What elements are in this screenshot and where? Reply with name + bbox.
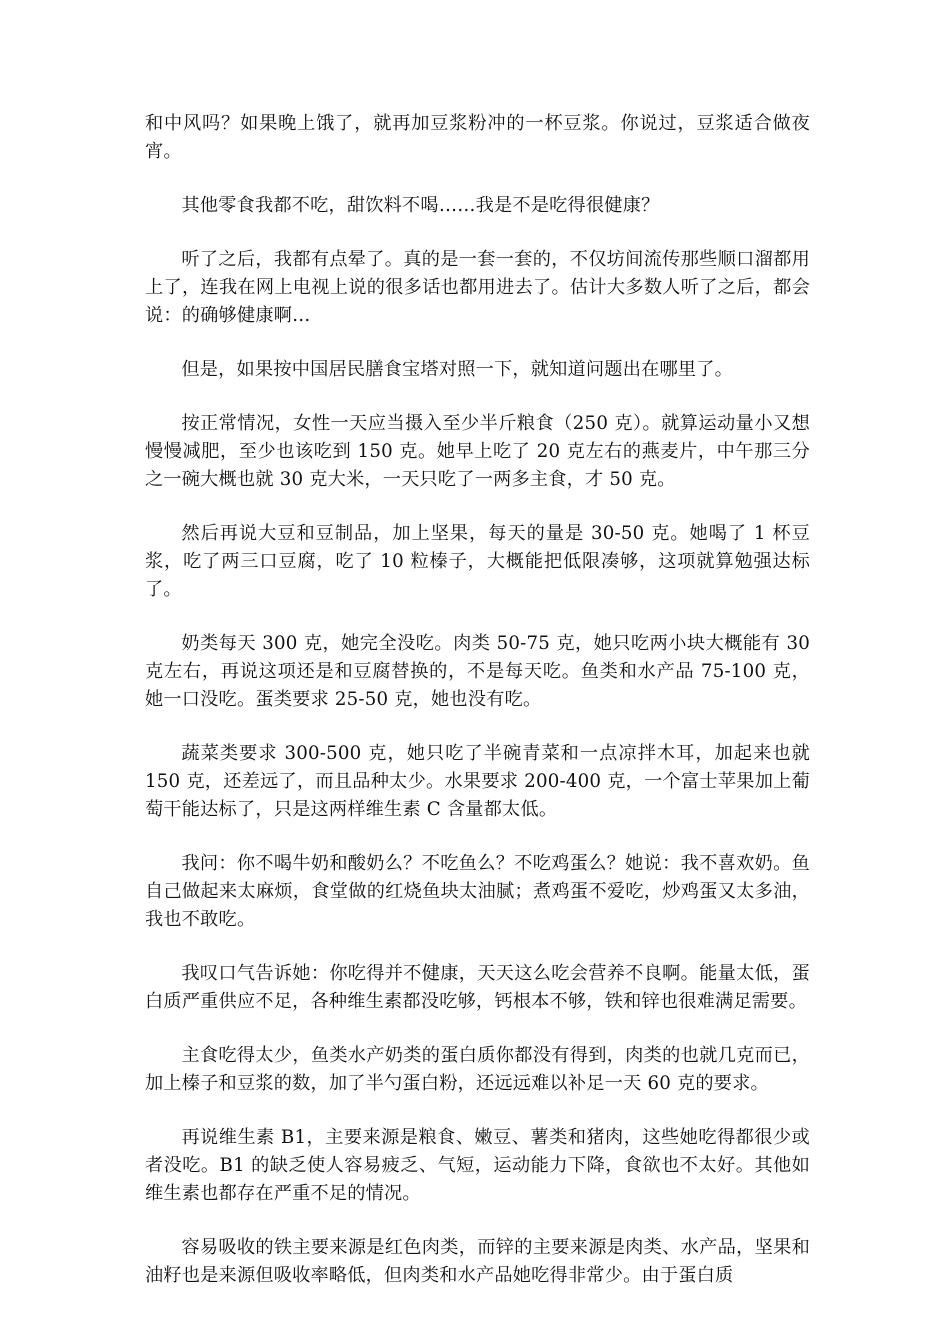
paragraph-3: 听了之后，我都有点晕了。真的是一套一套的，不仅坊间流传那些顺口溜都用上了，连我在网上电视上说的很多话也都用进去了。估计大多数人听了之后，都会说：的确够健康啊… <box>145 249 810 326</box>
paragraph-10: 我叹口气告诉她：你吃得并不健康，天天这么吃会营养不良啊。能量太低，蛋白质严重供应不足，各种维生素都没吃够，钙根本不够，铁和锌也很难满足需要。 <box>145 963 810 1012</box>
paragraph-11: 主食吃得太少，鱼类水产奶类的蛋白质你都没有得到，肉类的也就几克而已，加上榛子和豆浆的数，加了半勺蛋白粉，还远远难以补足一天 60 克的要求。 <box>145 1045 810 1094</box>
paragraph-8: 蔬菜类要求 300-500 克，她只吃了半碗青菜和一点凉拌木耳，加起来也就 150 克，还差远了，而且品种太少。水果要求 200-400 克，一个富士苹果加上葡萄干能达标了，只是这两样维生素 C 含量都太低。 <box>145 743 810 820</box>
paragraph-12: 再说维生素 B1，主要来源是粮食、嫩豆、薯类和猪肉，这些她吃得都很少或者没吃。B1 的缺乏使人容易疲乏、气短，运动能力下降，食欲也不太好。其他如维生素也都存在严重不足的情况。 <box>145 1127 810 1204</box>
paragraph-1: 和中风吗？如果晚上饿了，就再加豆浆粉冲的一杯豆浆。你说过，豆浆适合做夜宵。 <box>145 113 810 162</box>
paragraph-4: 但是，如果按中国居民膳食宝塔对照一下，就知道问题出在哪里了。 <box>181 359 734 380</box>
paragraph-6: 然后再说大豆和豆制品，加上坚果，每天的量是 30-50 克。她喝了 1 杯豆浆，吃了两三口豆腐，吃了 10 粒榛子，大概能把低限凑够，这项就算勉强达标了。 <box>145 523 810 600</box>
paragraph-13: 容易吸收的铁主要来源是红色肉类，而锌的主要来源是肉类、水产品，坚果和油籽也是来源但吸收率略低，但肉类和水产品她吃得非常少。由于蛋白质 <box>145 1237 810 1286</box>
paragraph-5: 按正常情况，女性一天应当摄入至少半斤粮食（250 克）。就算运动量小又想慢慢减肥，至少也该吃到 150 克。她早上吃了 20 克左右的燕麦片，中午那三分之一碗大概也就 30 克大米，一天只吃了一两多主食，才 50 克。 <box>145 413 810 490</box>
document-body <box>145 110 810 1316</box>
paragraph-2: 其他零食我都不吃，甜饮料不喝……我是不是吃得很健康？ <box>181 195 660 216</box>
paragraph-9: 我问：你不喝牛奶和酸奶么？不吃鱼么？不吃鸡蛋么？她说：我不喜欢奶。鱼自己做起来太麻烦，食堂做的红烧鱼块太油腻；煮鸡蛋不爱吃，炒鸡蛋又太多油，我也不敢吃。 <box>145 853 810 930</box>
paragraph-7: 奶类每天 300 克，她完全没吃。肉类 50-75 克，她只吃两小块大概能有 30 克左右，再说这项还是和豆腐替换的，不是每天吃。鱼类和水产品 75-100 克，她一口没吃。蛋类要求 25-50 克，她也没有吃。 <box>145 633 810 710</box>
